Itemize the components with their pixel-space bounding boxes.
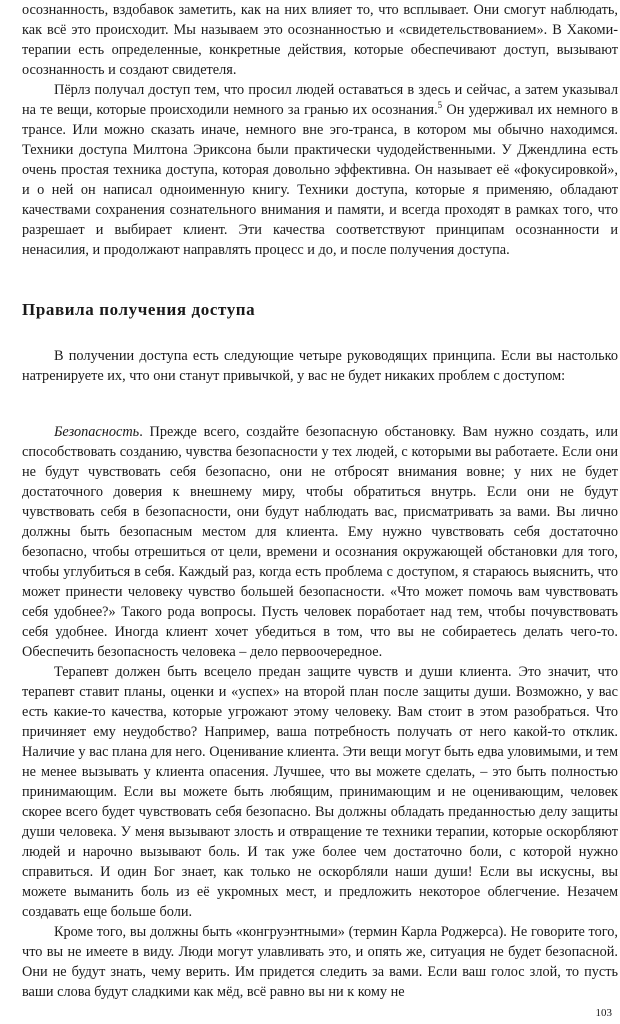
safety-paragraph xyxy=(22,422,618,662)
section-heading: Правила получения доступа xyxy=(22,300,256,319)
page-number: 103 xyxy=(595,1007,612,1019)
paragraph-perls xyxy=(22,80,618,260)
paragraph-perls-text-2: Он удерживал их немного в трансе. Или можно сказать иначе, немного вне эго-транса, в котором мы обычно находимся. Техники доступа Милтона Эриксона были практически чудодейственными. У Джендлина есть очень простая техника доступа, которая довольно эффективна. Он называет её «фокусировкой», и о ней он написал одноименную книгу. Техники доступа, которые я применяю, обладают качествами сохранения сознательного внимания и памяти, и всегда проходят в рамках того, что разрешает и выбирает клиент. Эти качества соответствуют принципам осознанности и ненасилия, и продолжают направлять процесс и до, и после получения доступа. xyxy=(22,102,618,258)
safety-paragraph-text: . Прежде всего, создайте безопасную обстановку. Вам нужно создать, или способствовать созданию, чувства безопасности у тех людей, с которыми вы работаете. Если они не будут чувствовать себя безопасно, они не отбросят внимания вовне; у них не будет достаточного доверия к внешнему миру, чтобы обратиться внутрь. Если они не будут чувствовать себя в безопасности, они будут наблюдать вас, присматривать за вами. Вы лично должны быть безопасным местом для клиента. Ему нужно чувствовать себя достаточно безопасно, чтобы отрешиться от цели, времени и осознания окружающей обстановки для того, чтобы углубиться в себя. Каждый раз, когда есть проблема с доступом, я стараюсь выяснить, что может принести человеку чувство большей безопасности. «Что может помочь вам чувствовать себя удобнее?» Такого рода вопросы. Пусть человек поработает над тем, чтобы почувствовать себя удобнее. Иногда клиент хочет убедиться в том, что вы не собираетесь делать чего-то. Обеспечить безопасность человека – дело первоочередное. xyxy=(22,424,618,660)
intro-paragraph: В получении доступа есть следующие четыре руководящих принципа. Если вы настолько натренируете их, что они станут привычкой, у вас не будет никаких проблем с доступом: xyxy=(22,348,618,384)
main-text-block xyxy=(22,422,618,1002)
paragraph-continuation: осознанность, вздобавок заметить, как на них влияет то, что всплывает. Они смогут наблюдать, как всё это происходит. Мы называем это осознанностью и «свидетельствованием». В Хакоми-терапии есть определенные, конкретные действия, которые обеспечивают доступ, вызывают осознанность и создают свидетеля. xyxy=(22,2,618,78)
paragraph-perls-text-1: Пёрлз получал доступ тем, что просил людей оставаться в здесь и сейчас, а затем указывал на те вещи, которые происходили немного за гранью их осознания. xyxy=(22,82,618,118)
therapist-paragraph: Терапевт должен быть всецело предан защите чувств и души клиента. Это значит, что терапевт ставит планы, оценки и «успех» на второй план после защиты души. Возможно, у вас есть какие-то качества, которые угрожают этому человеку. Вам стоит в этом разобраться. Что причиняет ему неудобство? Например, ваша потребность получать от него какой-то отклик. Наличие у вас плана для него. Оценивание клиента. Эти вещи могут быть едва уловимыми, и тем не менее вызывать у клиента опасения. Лучшее, что вы можете сделать, – это быть полностью принимающим. Если вы можете быть любящим, принимающим и не оценивающим, человек скорее всего будет чувствовать себя безопасно. Вы должны обладать преданностью делу защиты души человека. У меня вызывают злость и отвращение те техники терапии, которые оскорбляют людей и нарочно вызывают боль. И так уже более чем достаточно боли, с которой нужно справиться. И один Бог знает, как только не оскорбляли наши души! Если вы искусны, вы можете выманить боль из её укромных мест, и предложить некоторое облегчение. Незачем создавать еще больше боли. xyxy=(22,664,618,920)
safety-term: Безопасность xyxy=(54,424,140,440)
intro-block xyxy=(22,346,618,386)
congruent-paragraph: Кроме того, вы должны быть «конгруэнтными» (термин Карла Роджерса). Не говорите того, что вы не имеете в виду. Люди могут улавливать это, и опять же, ситуация не будет безопасной. Они не будут знать, чему верить. Им придется следить за вами. Если ваш голос злой, то пусть ваши слова будут сладкими как мёд, всё равно вы ни к кому не xyxy=(22,924,618,1000)
footnote-marker: 5 xyxy=(437,100,443,110)
top-text-block xyxy=(22,0,618,260)
